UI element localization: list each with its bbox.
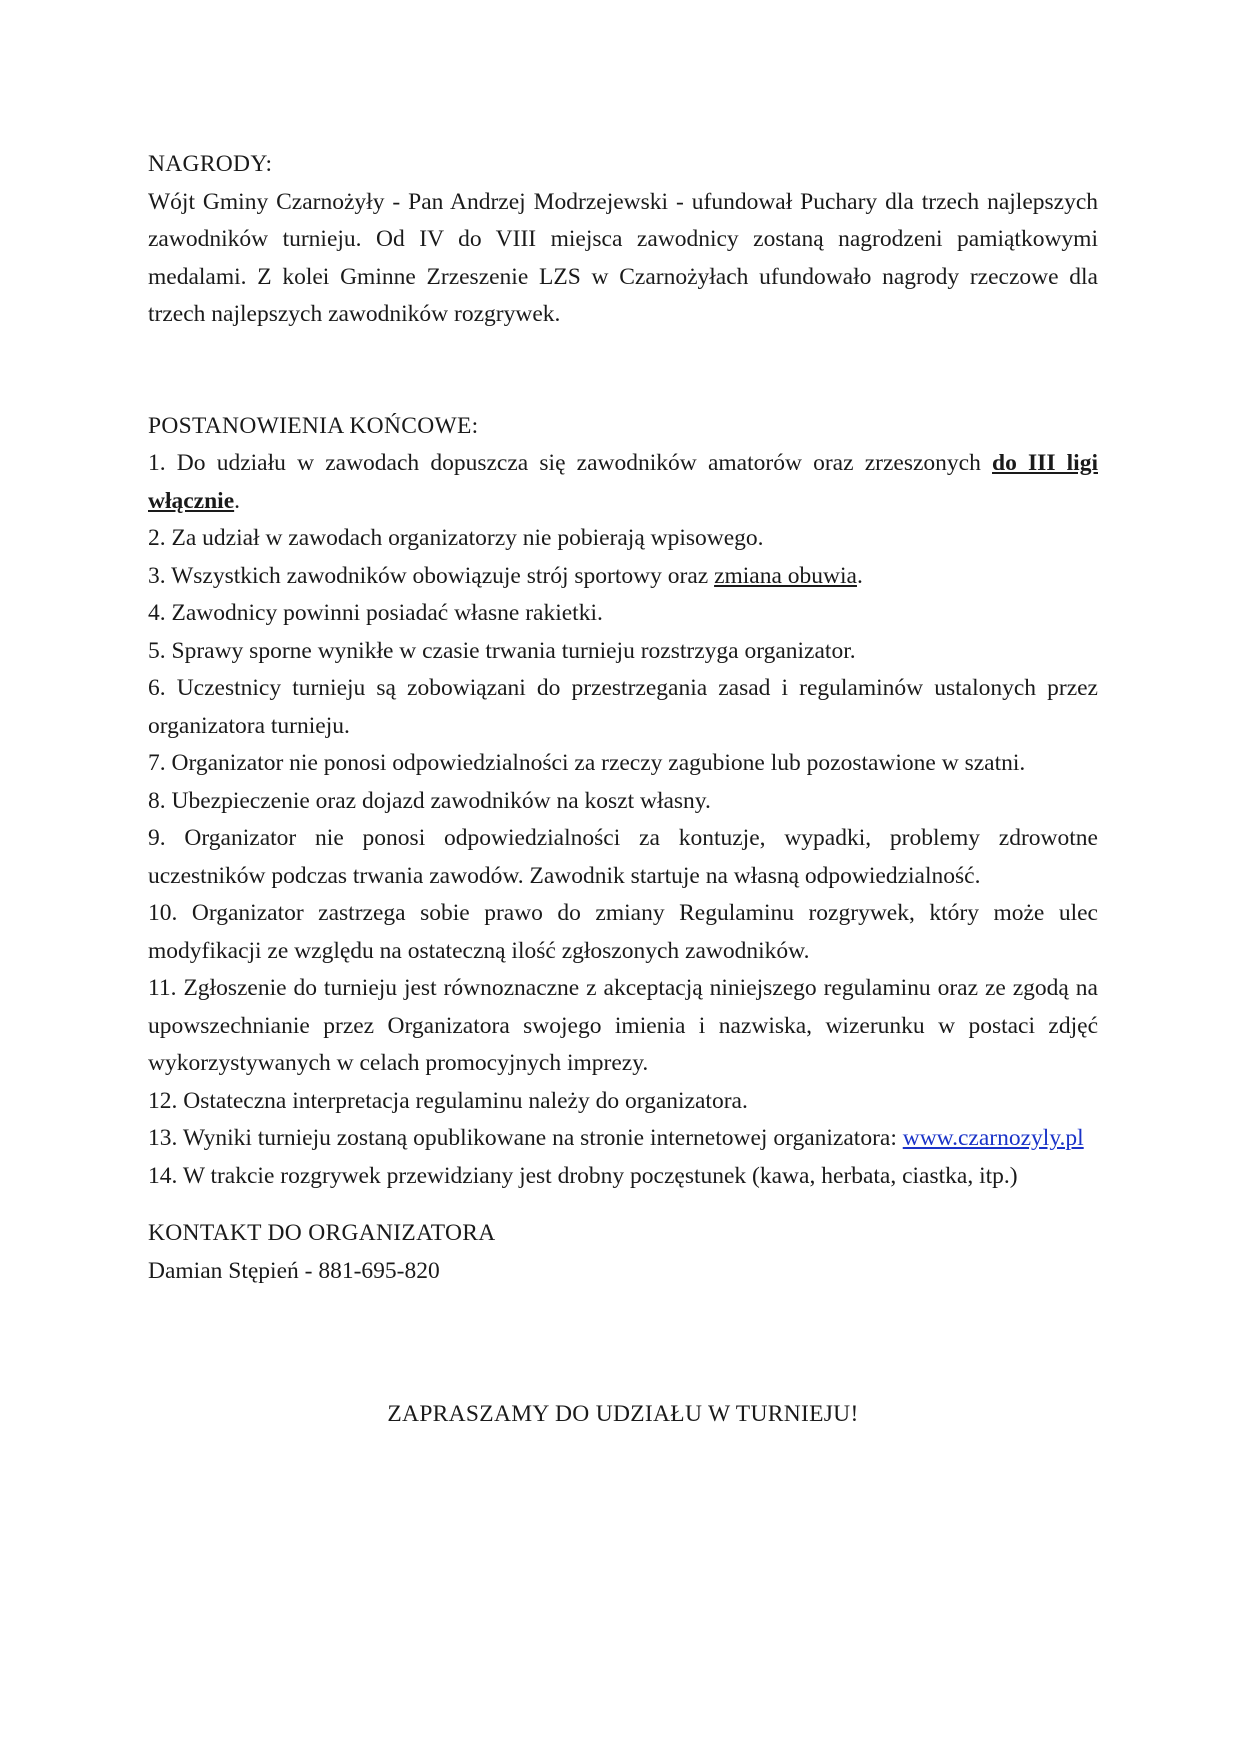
document-page bbox=[148, 146, 1098, 1434]
provision-item-3-emphasis: zmiana obuwia bbox=[714, 562, 857, 589]
provision-item-11: 11. Zgłoszenie do turnieju jest równoznaczne z akceptacją niniejszego regulaminu oraz ze zgodą na upowszechnianie przez Organizatora swojego imienia i nazwiska, wizerunku w postaci zdjęć wykorzystywanych w celach promocyjnych imprezy. bbox=[148, 975, 1098, 1076]
provision-item-13 bbox=[148, 1120, 1098, 1158]
provision-item-1-text: 1. Do udziału w zawodach dopuszcza się zawodników amatorów oraz zrzeszonych bbox=[148, 450, 993, 476]
awards-text: Wójt Gminy Czarnożyły - Pan Andrzej Modrzejewski - ufundował Puchary dla trzech najlepszych zawodników turnieju. Od IV do VIII miejsca zawodnicy zostaną nagrodzeni pamiątkowymi medalami. Z kolei Gminne Zrzeszenie LZS w Czarnożyłach ufundowało nagrody rzeczowe dla trzech najlepszych zawodników rozgrywek. bbox=[148, 188, 1098, 327]
provision-item-10: 10. Organizator zastrzega sobie prawo do zmiany Regulaminu rozgrywek, który może ulec modyfikacji ze względu na ostateczną ilość zgłoszonych zawodników. bbox=[148, 900, 1098, 964]
final-provisions-heading: POSTANOWIENIA KOŃCOWE: bbox=[148, 412, 479, 439]
provision-item-3-text: 3. Wszystkich zawodników obowiązuje strój sportowy oraz bbox=[148, 562, 715, 589]
provision-item-1 bbox=[148, 445, 1098, 520]
provision-item-2: 2. Za udział w zawodach organizatorzy nie pobierają wpisowego. bbox=[148, 525, 764, 551]
provision-item-1-end: . bbox=[234, 487, 241, 514]
closing-invitation: ZAPRASZAMY DO UDZIAŁU W TURNIEJU! bbox=[387, 1401, 859, 1427]
awards-heading: NAGRODY: bbox=[148, 151, 273, 177]
spacer bbox=[148, 1195, 1098, 1215]
spacer bbox=[148, 1290, 1098, 1396]
provision-item-14: 14. W trakcie rozgrywek przewidziany jest drobny poczęstunek (kawa, herbata, ciastka, itp.) bbox=[148, 1162, 1018, 1189]
provision-item-7: 7. Organizator nie ponosi odpowiedzialności za rzeczy zagubione lub pozostawione w szatni. bbox=[148, 750, 1026, 776]
provision-item-13-text: 13. Wyniki turnieju zostaną opublikowane na stronie internetowej organizatora: bbox=[148, 1125, 903, 1151]
contact-heading: KONTAKT DO ORGANIZATORA bbox=[148, 1220, 496, 1246]
provision-item-1-emphasis: do III ligi włącznie bbox=[148, 450, 1098, 514]
contact-text: Damian Stępień - 881-695-820 bbox=[148, 1257, 440, 1284]
provision-item-3-end: . bbox=[856, 562, 863, 589]
provision-item-4: 4. Zawodnicy powinni posiadać własne rakietki. bbox=[148, 600, 603, 626]
spacer bbox=[148, 334, 1098, 408]
provision-item-3 bbox=[148, 558, 1098, 596]
website-link[interactable]: www.czarnozyly.pl bbox=[902, 1125, 1084, 1151]
provision-item-8: 8. Ubezpieczenie oraz dojazd zawodników na koszt własny. bbox=[148, 787, 711, 814]
provision-item-5: 5. Sprawy sporne wynikłe w czasie trwania turnieju rozstrzyga organizator. bbox=[148, 637, 856, 664]
provision-item-6: 6. Uczestnicy turnieju są zobowiązani do przestrzegania zasad i regulaminów ustalonych przez organizatora turnieju. bbox=[148, 675, 1098, 739]
provision-item-9: 9. Organizator nie ponosi odpowiedzialności za kontuzje, wypadki, problemy zdrowotne uczestników podczas trwania zawodów. Zawodnik startuje na własną odpowiedzialność. bbox=[148, 825, 1098, 889]
provision-item-12: 12. Ostateczna interpretacja regulaminu należy do organizatora. bbox=[148, 1087, 748, 1114]
